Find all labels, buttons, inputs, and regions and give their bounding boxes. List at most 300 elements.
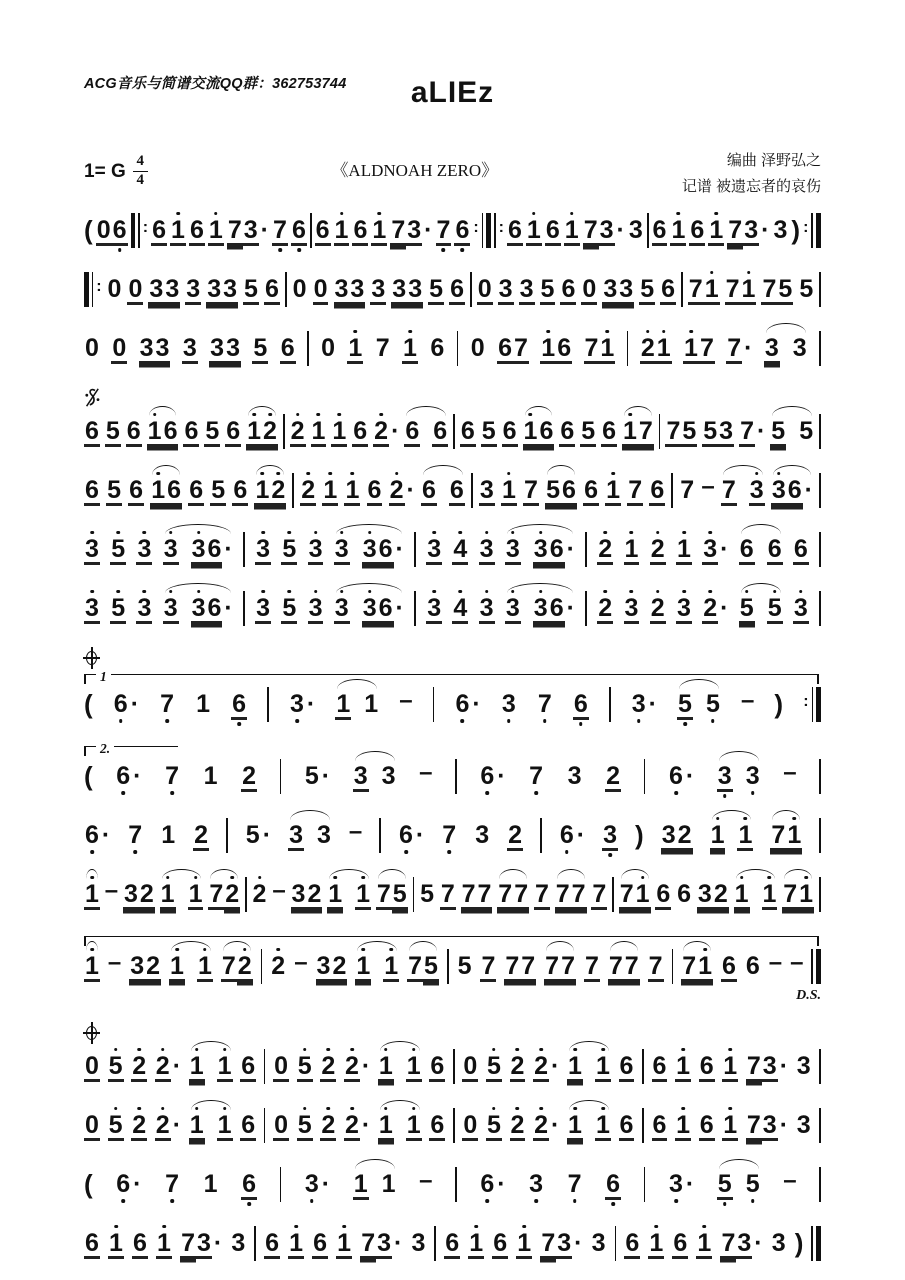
barline [307,328,309,368]
note-digit: 6 [561,274,576,303]
note-digit: 6 [85,1228,99,1257]
thin-barline [681,272,683,307]
octave-dot-above-icon [350,1048,354,1052]
note [189,215,205,244]
note [197,951,213,980]
note-digit: 6 [450,274,464,303]
note-digit: 7 [584,333,599,362]
thin-barline [138,213,140,248]
thin-barline [642,1108,644,1143]
dash-note: – [783,759,797,786]
note-digit: 3 [182,333,197,362]
note-digit: 3 [628,215,643,244]
note [243,274,259,303]
note-digit: 2 [320,1054,336,1079]
note [523,416,555,445]
octave-dot-above-icon [156,472,160,476]
note-digit: 1 [378,1113,394,1138]
note-digit: 3 [226,333,240,362]
dash-note: – [419,759,433,786]
thin-barline [453,1108,455,1143]
note-digit: 3 [130,951,145,980]
score-line [84,588,821,628]
octave-dot-above-icon [459,531,463,535]
octave-dot-above-icon [703,1225,707,1229]
note-digit: 6 [167,475,182,504]
thin-barline [267,687,269,722]
note-digit: 3 [308,537,324,562]
note [320,1051,336,1080]
note-digit: 3 [334,596,350,621]
note-digit: 2 [262,419,278,444]
note [597,593,613,622]
octave-dot-below-icon [121,1199,125,1203]
note-digit: 5 [281,537,297,562]
note-digit: 7 [375,333,390,362]
ds-marking: D.S. [796,988,821,1003]
note [652,215,668,244]
note-digit: 6 [549,593,564,622]
note [717,1169,733,1198]
augmentation-dot-icon: · [394,1228,403,1257]
note [477,274,493,303]
note-digit: 6 [722,951,736,980]
note [544,951,576,980]
note [676,879,692,908]
sign-row [84,387,821,410]
score-line [84,470,821,510]
octave-dot-below-icon [404,850,408,854]
note [449,475,465,504]
note-digit: 2 [702,596,718,621]
note [504,951,536,980]
note-digit: 3 [749,478,765,503]
note [402,333,418,362]
note [189,1051,205,1080]
octave-dot-below-icon [90,850,94,854]
note-digit: 6 [265,1228,280,1257]
note-digit: 6 [353,416,368,445]
barline [280,756,282,796]
note [84,1228,100,1257]
note-digit: 3 [255,537,271,562]
octave-dot-above-icon [740,876,744,880]
note-digit: 0 [582,274,597,303]
thin-barline [819,591,821,626]
note [734,879,750,908]
note [624,1228,640,1257]
thick-barline [816,687,821,722]
octave-dot-above-icon [507,472,511,476]
close-paren: ) [774,689,784,719]
note-digit: 7 [441,823,457,848]
octave-dot-below-icon [165,719,169,723]
note-digit: 1 [697,954,713,979]
note-digit: 3 [567,761,582,790]
barline [819,328,821,368]
octave-dot-above-icon [384,1048,388,1052]
note [362,534,404,563]
note-digit: 1 [84,954,100,979]
octave-dot-above-icon [768,876,772,880]
thin-barline [811,1226,813,1261]
note-digit: 1 [170,218,186,243]
note-digit: 2 [242,761,256,790]
score-meta-row [84,148,821,206]
augmentation-dot-icon: · [262,820,272,849]
thin-barline [585,532,587,567]
note [492,1228,508,1257]
octave-dot-above-icon [327,1107,331,1111]
note [676,593,692,622]
note-digit: 6 [677,879,692,908]
note-digit: 3 [123,879,138,908]
augmentation-dot-icon: · [616,215,625,244]
octave-dot-above-icon [243,948,247,952]
note [132,1228,148,1257]
octave-dot-above-icon [628,413,632,417]
thin-barline [471,473,473,508]
note [107,274,123,303]
slur-group [608,951,640,980]
note-digit: 3 [304,1172,320,1197]
note [273,1110,289,1139]
note-digit: 3 [745,764,761,789]
note-digit: 6 [539,416,554,445]
barline [131,210,149,250]
note-digit: 0 [96,215,111,244]
note-digit: 5 [799,274,814,303]
octave-dot-above-icon [432,590,436,594]
octave-dot-above-icon [728,1048,732,1052]
barline [819,470,821,510]
thin-barline [226,818,228,853]
slur-group [523,416,555,445]
octave-dot-below-icon [683,722,687,726]
augmentation-dot-icon: · [756,416,766,445]
octave-dot-above-icon [261,590,265,594]
octave-dot-above-icon [682,590,686,594]
barline [379,815,381,855]
note-digit: 3 [377,1228,391,1257]
slur-group [334,593,404,622]
note [155,1110,182,1139]
note-digit: 1 [147,419,163,444]
barline [455,756,457,796]
note [660,274,676,303]
note-digit: 6 [605,1172,621,1197]
octave-dot-above-icon [368,590,372,594]
note-digit: 1 [670,218,686,243]
note [721,951,737,980]
note-digit: 3 [762,1110,777,1139]
note [191,534,233,563]
octave-dot-above-icon [728,1107,732,1111]
octave-dot-above-icon [361,948,365,952]
note-digit: 3 [773,215,788,244]
augmentation-dot-icon: · [130,689,140,718]
note-digit: 1 [798,882,814,907]
note-digit: 7 [164,1172,180,1197]
augmentation-dot-icon: · [685,1169,695,1198]
note [648,1228,664,1257]
note [362,593,404,622]
octave-dot-below-icon [121,791,125,795]
augmentation-dot-icon: · [101,820,111,849]
note [474,820,490,849]
note [605,475,621,504]
thin-barline [455,1167,457,1202]
augmentation-dot-icon: · [321,1169,331,1198]
note-digit: 1 [402,336,418,361]
note [252,879,268,908]
note [204,416,220,445]
octave-dot-above-icon [459,590,463,594]
score-line-block [84,210,821,250]
thin-barline [310,213,312,248]
octave-dot-above-icon [230,876,234,880]
note-digit: 6 [793,534,808,563]
thin-barline [812,687,814,722]
sign-row [84,1022,821,1045]
note [335,689,351,718]
octave-dot-above-icon [539,531,543,535]
thick-barline [486,213,491,248]
note-digit: 3 [186,274,201,303]
note [426,593,442,622]
score-line-block [84,743,821,796]
dash-note: – [419,1167,433,1194]
octave-dot-above-icon [338,413,342,417]
repeat-dots-icon: : [803,693,809,710]
thin-barline [642,1049,644,1084]
note-digit: 1 [567,1113,583,1138]
barline [243,588,245,628]
note [683,333,715,362]
octave-dot-above-icon [539,1048,543,1052]
note-digit: 0 [313,274,328,303]
thin-barline [819,1167,821,1202]
octave-dot-above-icon [662,330,666,334]
note [681,951,713,980]
note [462,1051,478,1080]
note [749,475,765,504]
note [106,475,122,504]
note-digit: 6 [454,218,470,243]
note [462,1110,478,1139]
slur-group [764,333,808,362]
note-digit: 5 [457,951,472,980]
note [761,274,793,303]
note [699,1051,715,1080]
octave-dot-below-icon [674,1199,678,1203]
barline [457,328,459,368]
augmentation-dot-icon: · [133,761,142,790]
note-digit: 5 [705,692,721,717]
note [583,215,625,244]
slur-group [84,879,100,908]
note-digit: 5 [677,692,693,717]
octave-dot-above-icon [777,472,781,476]
note [334,593,350,622]
note-digit: 3 [792,333,807,362]
octave-dot-below-icon [461,248,465,252]
note [230,1228,246,1257]
note-digit: 1 [381,1169,396,1198]
thin-barline [414,591,416,626]
note [567,1110,583,1139]
volta-bracket-row [84,743,821,756]
note [363,689,379,718]
barline [283,411,285,451]
coda-sign [84,1022,100,1044]
note [84,1110,100,1139]
note [288,1228,304,1257]
thin-barline [494,213,496,248]
note-digit: 0 [274,1051,289,1080]
octave-dot-below-icon [534,1199,538,1203]
note-digit: 3 [631,692,647,717]
thin-barline [671,473,673,508]
octave-dot-above-icon [327,1048,331,1052]
octave-dot-below-icon [278,248,282,252]
note-digit: 1 [523,419,539,444]
note [771,1228,787,1257]
thin-barline [482,213,484,248]
note-digit: 1 [108,1231,124,1256]
note-digit: 6 [559,823,575,848]
dash-note: – [740,687,755,714]
note-digit: 2 [640,336,656,361]
note-digit: 2 [510,1054,526,1079]
note [389,475,415,504]
note-digit: 5 [110,537,126,562]
octave-dot-below-icon [486,791,490,795]
thin-barline [453,1049,455,1084]
octave-dot-above-icon [412,1048,416,1052]
note-digit: 2 [155,1113,171,1138]
note-digit: 1 [334,218,350,243]
note-digit: 3 [316,951,331,980]
note-digit: 1 [203,1169,218,1198]
note [672,1228,688,1257]
octave-dot-below-icon [486,1199,490,1203]
thin-barline [659,414,661,449]
augmentation-dot-icon: · [415,820,425,849]
thin-barline [819,272,821,307]
score-line-block [84,815,821,855]
note [221,951,253,980]
note-digit: 1 [786,823,802,848]
note-digit: 1 [622,419,638,444]
augmentation-dot-icon: · [395,534,404,563]
note [240,1051,256,1080]
note-digit: 3 [591,1228,606,1257]
note-digit: 7 [608,951,623,980]
octave-dot-above-icon [258,876,262,880]
transcriber-credit: 记谱 被遗忘者的哀伤 [681,177,821,195]
thin-barline [819,759,821,794]
note-digit: 5 [107,475,121,504]
note-digit: 6 [557,333,572,362]
note [352,215,368,244]
slur-group [677,689,721,718]
note-digit: 6 [398,823,414,848]
note-digit: 6 [422,475,436,504]
note-digit: 3 [533,537,549,562]
note [169,951,185,980]
note [745,951,761,980]
slur-group [555,879,587,908]
note-digit: 1 [564,218,580,243]
note-digit: 5 [424,951,438,980]
octave-dot-above-icon [474,1225,478,1229]
note [383,951,399,980]
note [449,274,465,303]
note-digit: 7 [481,951,496,980]
barline [453,1046,455,1086]
note-digit: 2 [300,478,316,503]
augmentation-dot-icon: · [779,1110,789,1139]
note [84,333,100,362]
note-digit: 3 [408,274,423,303]
note-digit: 6 [652,1110,667,1139]
note-digit: 1 [710,823,726,848]
octave-dot-above-icon [114,1048,118,1052]
note [150,475,182,504]
note-digit: 2 [650,596,666,621]
thin-barline [92,272,94,307]
note [675,1051,691,1080]
note-digit: 4 [452,537,468,562]
score-line-block [84,529,821,569]
octave-dot-above-icon [773,590,777,594]
note [726,333,753,362]
key-signature [84,154,148,189]
note-digit: 7 [524,475,538,504]
note [316,951,348,980]
dash-note: – [701,473,715,500]
barline [245,874,247,914]
octave-dot-above-icon [384,1107,388,1111]
note-digit: 1 [696,1231,712,1256]
augmentation-dot-icon: · [744,333,753,362]
note-digit: 6 [129,475,144,504]
octave-dot-above-icon [223,1107,227,1111]
note-digit: 2 [270,954,286,979]
note-digit: 1 [648,1231,664,1256]
note [270,951,286,980]
note-digit: 5 [481,416,496,445]
slur-group [545,475,577,504]
note-digit: 3 [702,537,718,562]
note [591,1228,607,1257]
thick-barline [84,272,89,307]
segno-sign [84,395,101,412]
note-digit: 1 [675,1054,691,1079]
thin-barline [264,1108,266,1143]
note-digit: 7 [740,416,754,445]
note-digit: 7 [592,879,607,908]
note-digit: 2 [344,1113,360,1138]
octave-dot-above-icon [492,1107,496,1111]
barline [819,269,821,309]
note-digit: 1 [526,218,542,243]
note-digit: 3 [528,1172,544,1197]
note [771,475,813,504]
repeat-dots-icon: : [142,219,149,236]
note [710,820,726,849]
